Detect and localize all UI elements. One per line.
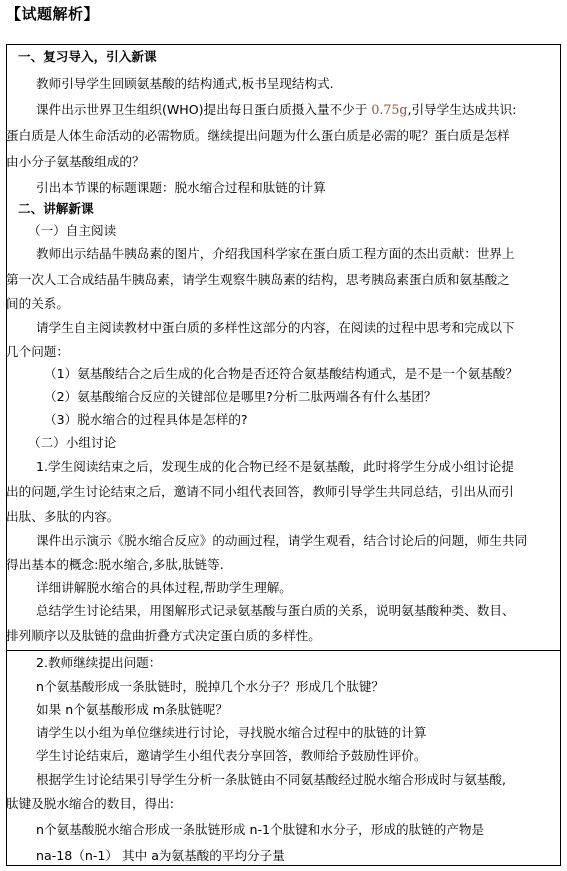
text-line: n个氨基酸脱水缩合形成一条肽链形成 n-1个肽键和水分子，形成的肽链的产物是 xyxy=(36,822,485,837)
text-line: 出的问题,学生讨论结束之后，邀请不同小组代表回答，教师引导学生共同总结，引出从而引 xyxy=(6,484,514,499)
text-line: 总结学生讨论结果，用图解形式记录氨基酸与蛋白质的关系，说明氨基酸种类、数目、 xyxy=(36,603,515,618)
text-line: 请学生自主阅读教材中蛋白质的多样性这部分的内容，在阅读的过程中思考和完成以下 xyxy=(36,320,515,335)
text-line: （2）氨基酸缩合反应的关键部位是哪里?分析二肽两端各有什么基团？ xyxy=(44,389,437,404)
text-line: （二）小组讨论 xyxy=(28,435,117,450)
section-heading: 一、复习导入，引入新课 xyxy=(18,49,157,64)
text-line: na-18（n-1） 其中 a为氨基酸的平均分子量 xyxy=(36,848,285,863)
text-line: 引出本节课的标题课题：脱水缩合过程和肽链的计算 xyxy=(36,180,326,195)
text-line: 排列顺序以及肽链的盘曲折叠方式决定蛋白质的多样性。 xyxy=(6,628,321,643)
text-line: 学生讨论结束后，邀请学生小组代表分享回答，教师给予鼓励性评价。 xyxy=(36,748,427,763)
text-line: 出肽、多肽的内容。 xyxy=(6,509,120,524)
section-header: 【试题解析】 xyxy=(6,5,100,23)
text-line: 几个问题： xyxy=(6,344,69,359)
text-line: 根据学生讨论结果引导学生分析一条肽链由不同氨基酸经过脱水缩合形成时与氨基酸, xyxy=(36,772,506,787)
text-line: 课件出示世界卫生组织(WHO)提出每日蛋白质摄入量不少于 0.75g,引导学生达成共识: xyxy=(36,102,517,117)
text-line: （一）自主阅读 xyxy=(28,223,117,238)
highlight-number: 0.75g xyxy=(371,102,408,117)
text-line: n个氨基酸形成一条肽链时，脱掉几个水分子？形成几个肽键？ xyxy=(36,679,385,694)
text-line: （1）氨基酸结合之后生成的化合物是否还符合氨基酸结构通式，是不是一个氨基酸？ xyxy=(44,366,518,381)
text-line: 间的关系。 xyxy=(6,296,69,311)
text-line: 由小分子氨基酸组成的？ xyxy=(6,154,145,169)
table-row-divider xyxy=(6,650,561,651)
text-line: （3）脱水缩合的过程具体是怎样的? xyxy=(44,412,248,427)
text-line: 详细讲解脱水缩合的具体过程,帮助学生理解。 xyxy=(36,580,292,595)
text-line: 蛋白质是人体生命活动的必需物质。继续提出问题为什么蛋白质是必需的呢？蛋白质是怎样 xyxy=(6,128,510,143)
text-line: 教师出示结晶牛胰岛素的图片，介绍我国科学家在蛋白质工程方面的杰出贡献：世界上 xyxy=(36,246,515,261)
text-line: 课件出示演示《脱水缩合反应》的动画过程，请学生观看，结合讨论后的问题，师生共同 xyxy=(36,533,528,548)
text-line: 得出基本的概念:脱水缩合,多肽,肽链等. xyxy=(6,557,224,572)
text-line: 2.教师继续提出问题： xyxy=(36,655,162,670)
text-line: 请学生以小组为单位继续进行讨论，寻找脱水缩合过程中的肽链的计算 xyxy=(36,725,427,740)
text-line: 第一次人工合成结晶牛胰岛素，请学生观察牛胰岛素的结构，思考胰岛素蛋白质和氨基酸之 xyxy=(6,272,510,287)
text-line: 教师引导学生回顾氨基酸的结构通式,板书呈现结构式. xyxy=(36,76,334,91)
text-line: 肽键及脱水缩合的数目，得出: xyxy=(6,796,174,811)
section-heading: 二、讲解新课 xyxy=(18,201,94,216)
text-line: 1.学生阅读结束之后，发现生成的化合物已经不是氨基酸，此时将学生分成小组讨论提 xyxy=(36,459,514,474)
text-line: 如果 n个氨基酸形成 m条肽链呢？ xyxy=(36,702,228,717)
